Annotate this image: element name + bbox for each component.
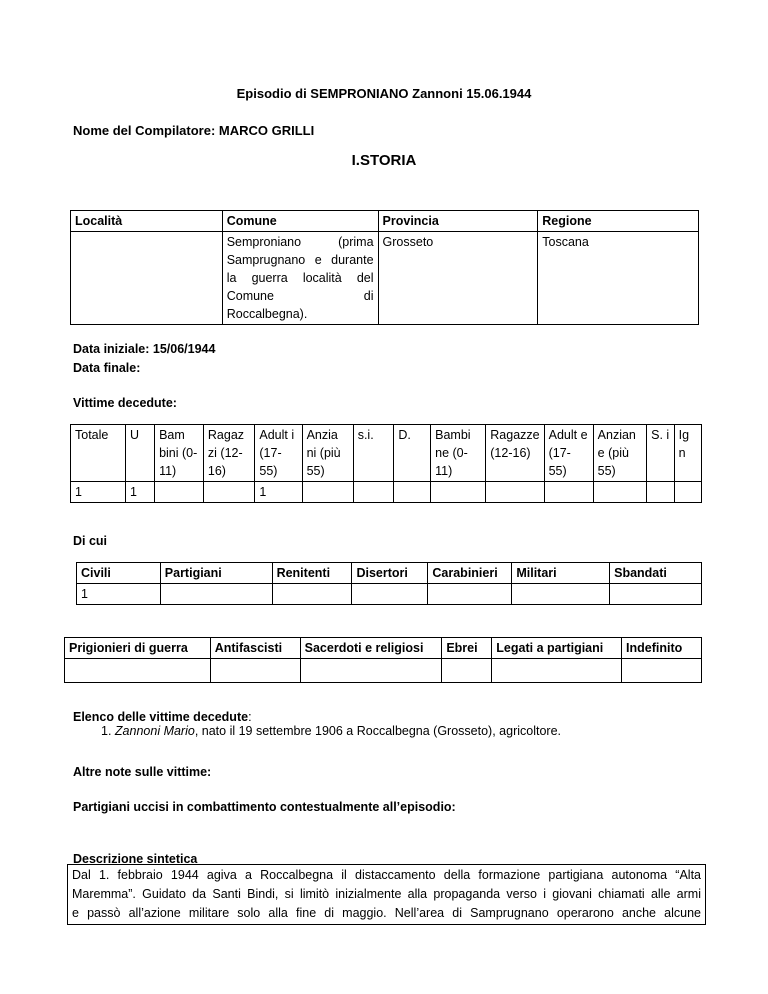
comune-line: Samprugnano e durante [226, 253, 374, 267]
victims-value-cell [593, 482, 646, 503]
category-value [65, 659, 211, 683]
victims-header-cell: Ragaz zi (12- 16) [203, 425, 254, 482]
category-header: Antifascisti [210, 638, 300, 659]
document-title: Episodio di SEMPRONIANO Zannoni 15.06.1944 [236, 86, 532, 101]
category-value [442, 659, 492, 683]
category-header: Renitenti [272, 563, 352, 584]
other-notes-heading: Altre note sulle vittime: [73, 765, 212, 779]
value-regione: Toscana [538, 232, 699, 325]
victims-header-cell: Adult i (17- 55) [255, 425, 302, 482]
category-header: Prigionieri di guerra [65, 638, 211, 659]
category-header: Sacerdoti e religiosi [300, 638, 442, 659]
category-header: Carabinieri [428, 563, 512, 584]
victims-value-cell [394, 482, 431, 503]
category-value [492, 659, 622, 683]
categories-table-2 [64, 637, 702, 683]
partisans-killed-heading: Partigiani uccisi in combattimento contestualmente all’episodio: [73, 800, 456, 814]
compiler-name: Nome del Compilatore: MARCO GRILLI [73, 123, 315, 138]
value-comune [222, 232, 378, 325]
victims-value-cell [647, 482, 674, 503]
victims-header-cell: Anzia ni (più 55) [302, 425, 353, 482]
section-heading: I.STORIA [351, 152, 417, 169]
victims-header-cell: Bambi ne (0- 11) [431, 425, 486, 482]
victims-heading: Vittime decedute: [73, 396, 177, 410]
header-localita: Località [71, 211, 223, 232]
category-value [610, 584, 702, 605]
category-header: Sbandati [610, 563, 702, 584]
victims-value-row [71, 482, 702, 503]
di-cui-heading: Di cui [73, 534, 108, 548]
start-date: Data iniziale: 15/06/1944 [73, 342, 216, 356]
description-line: Maremma”. Guidato da Santi Bindi, si limitò inizialmente alla propaganda verso i giovani chiamati alle armi [72, 887, 701, 901]
category-value [352, 584, 428, 605]
category-value [210, 659, 300, 683]
value-localita [71, 232, 223, 325]
victims-value-cell [302, 482, 353, 503]
victims-header-cell: S. i [647, 425, 674, 482]
comune-line: Comune di [226, 289, 374, 303]
category-value [622, 659, 702, 683]
category-header: Disertori [352, 563, 428, 584]
location-header-row [71, 211, 699, 232]
victims-value-cell: 1 [255, 482, 302, 503]
victims-header-cell: Ig n [674, 425, 701, 482]
description-heading: Descrizione sintetica [73, 852, 198, 866]
categories-value-row [77, 584, 702, 605]
location-value-row [71, 232, 699, 325]
category-value [300, 659, 442, 683]
categories-header-row [77, 563, 702, 584]
description-line: Dal 1. febbraio 1944 agiva a Roccalbegna il distaccamento della formazione partigiana autonoma “Alta [72, 868, 701, 882]
end-date: Data finale: [73, 361, 141, 375]
comune-line: Roccalbegna). [226, 307, 308, 321]
dates-block [73, 340, 215, 378]
category-header: Indefinito [622, 638, 702, 659]
victims-value-cell [544, 482, 593, 503]
header-regione: Regione [538, 211, 699, 232]
list-item [101, 724, 561, 738]
category-header: Civili [77, 563, 161, 584]
category-value: 1 [77, 584, 161, 605]
description-line: e passò all’azione militare solo alla fine di maggio. Nell’area di Samprugnano operarono anche alcune [72, 906, 701, 920]
header-comune: Comune [222, 211, 378, 232]
victims-list-heading-text: Elenco delle vittime decedute [73, 710, 249, 724]
victims-header-cell: Ragazze (12-16) [486, 425, 544, 482]
category-header: Partigiani [160, 563, 272, 584]
categories-table-1 [76, 562, 702, 605]
value-provincia: Grosseto [378, 232, 538, 325]
victims-value-cell [353, 482, 394, 503]
category-header: Ebrei [442, 638, 492, 659]
victims-header-row [71, 425, 702, 482]
victims-list-heading [73, 710, 561, 724]
location-table [70, 210, 699, 325]
category-header: Legati a partigiani [492, 638, 622, 659]
victims-header-cell: Anzian e (più 55) [593, 425, 646, 482]
victims-value-cell [155, 482, 204, 503]
category-value [272, 584, 352, 605]
victims-header-cell: U [125, 425, 154, 482]
victims-table [70, 424, 702, 503]
comune-line: la guerra località del [226, 271, 374, 285]
victims-header-cell: s.i. [353, 425, 394, 482]
victims-header-cell: Adult e (17- 55) [544, 425, 593, 482]
victims-value-cell [431, 482, 486, 503]
victims-header-cell: Totale [71, 425, 126, 482]
header-provincia: Provincia [378, 211, 538, 232]
victims-header-cell: Bam bini (0- 11) [155, 425, 204, 482]
comune-line: Semproniano (prima [226, 235, 374, 249]
victims-header-cell: D. [394, 425, 431, 482]
victims-value-cell [486, 482, 544, 503]
category-value [512, 584, 610, 605]
category-header: Militari [512, 563, 610, 584]
victims-value-cell: 1 [125, 482, 154, 503]
list-item-number: 1. [101, 724, 112, 738]
victims-value-cell: 1 [71, 482, 126, 503]
description-box [67, 864, 706, 925]
victims-value-cell [674, 482, 701, 503]
categories-value-row [65, 659, 702, 683]
category-value [160, 584, 272, 605]
victim-details: , nato il 19 settembre 1906 a Roccalbegna (Grosseto), agricoltore. [194, 724, 561, 738]
category-value [428, 584, 512, 605]
categories-header-row [65, 638, 702, 659]
victim-name: Zannoni Mario [114, 724, 195, 738]
victims-list-heading-colon: : [248, 710, 252, 724]
victims-list-section [73, 710, 561, 738]
victims-value-cell [203, 482, 254, 503]
